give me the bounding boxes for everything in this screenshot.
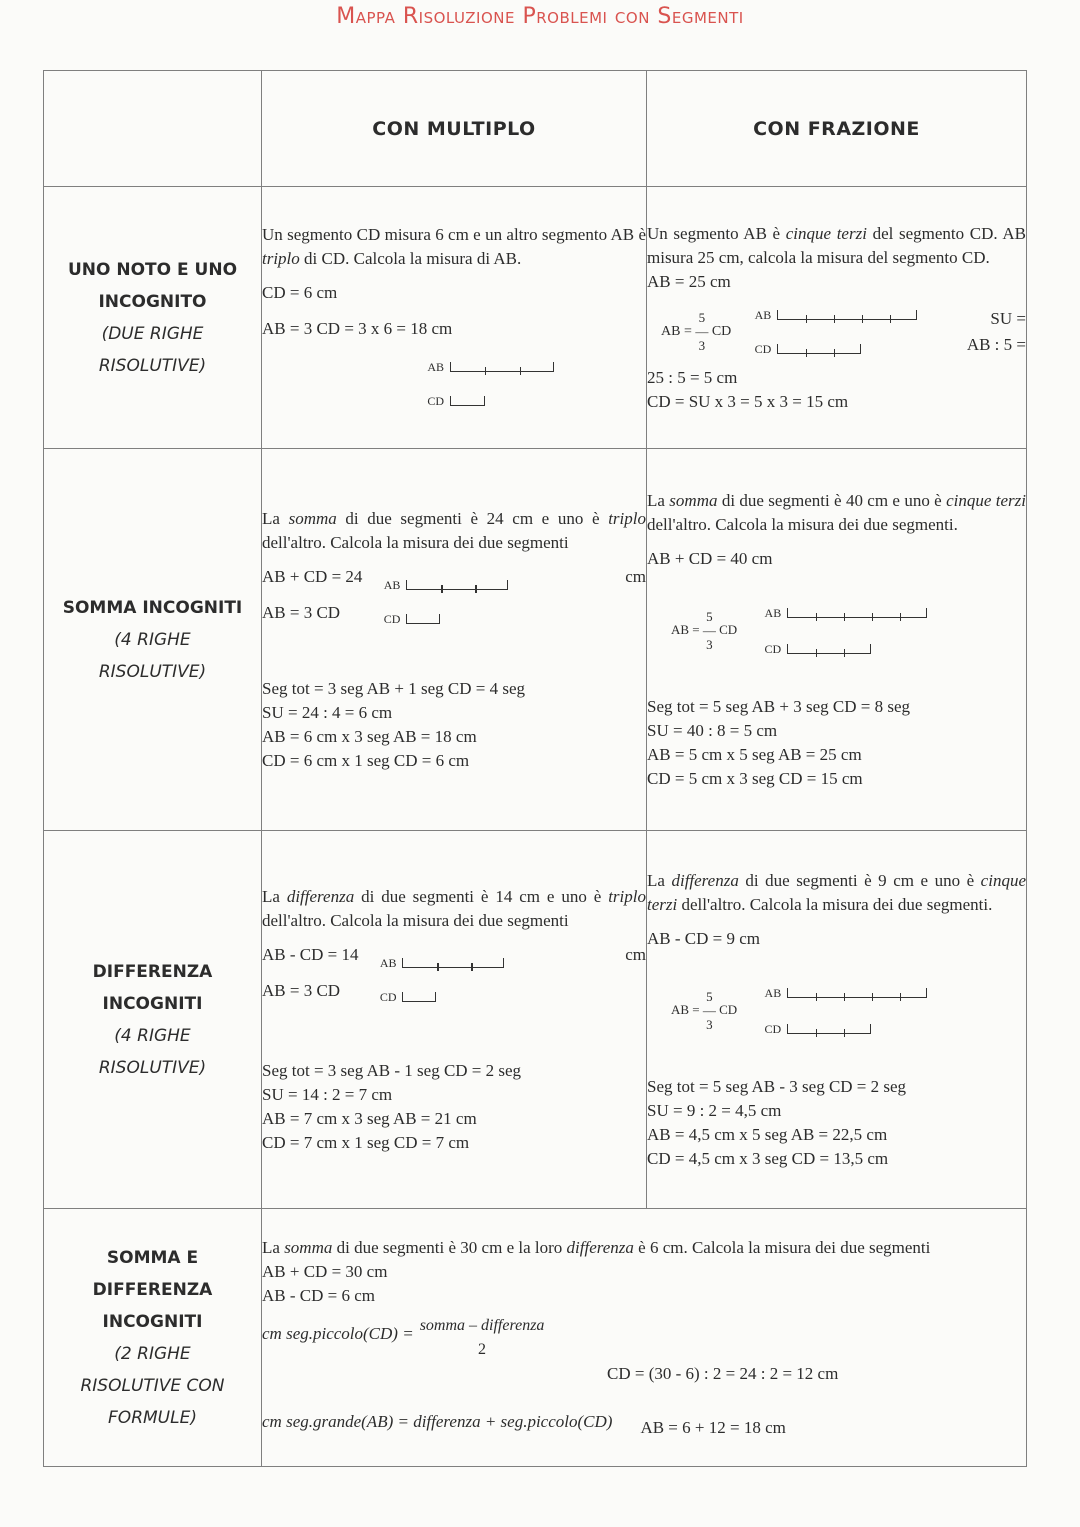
solution-map-table — [43, 70, 1027, 1467]
cell-r3-multiplo: La differenza di due segmenti è 14 cm e uno è triplo dell'altro. Calcola la misura dei due segmenti AB - CD = 14 AB = 3 CD AB CD cm Seg tot = 3 seg AB - 1 seg CD = 2 seg SU = 14 : 2 = 7 cm AB = 7 cm x 3 seg AB = 21 cm CD = 7 cm x 1 seg CD = 7 cm — [262, 831, 647, 1209]
equation-line: CD = 7 cm x 1 seg CD = 7 cm — [262, 1132, 470, 1152]
formula-large-segment: cm seg.grande(AB) = differenza + seg.piccolo(CD) — [262, 1411, 613, 1431]
header-con-multiplo: CON MULTIPLO — [262, 71, 647, 187]
equation-line: CD = 6 cm x 1 seg CD = 6 cm — [262, 750, 470, 770]
equation-line: AB = 4,5 cm x 5 seg AB = 22,5 cm — [647, 1124, 888, 1144]
equation-line: CD = (30 - 6) : 2 = 24 : 2 = 12 cm — [607, 1363, 839, 1383]
row-somma-differenza — [44, 1209, 1027, 1467]
equation-line: AB = 3 CD — [262, 602, 341, 622]
equation-line: AB = 6 + 12 = 18 cm — [640, 1417, 786, 1437]
cell-r1-frazione — [647, 187, 1027, 449]
equation-line: AB = 25 cm — [647, 271, 731, 291]
equation-line: SU = 40 : 8 = 5 cm — [647, 720, 778, 740]
row-differenza-incogniti — [44, 831, 1027, 1209]
equation-line: AB + CD = 30 cm — [262, 1261, 388, 1281]
equation-line: AB + CD = 24 — [262, 566, 363, 586]
cell-r1-multiplo — [262, 187, 647, 449]
equation-line: AB - CD = 6 cm — [262, 1285, 375, 1305]
cell-r4-formule — [262, 1209, 1027, 1467]
equation-line: CD = 5 cm x 3 seg CD = 15 cm — [647, 768, 863, 788]
equation-line: AB = 5 cm x 5 seg AB = 25 cm — [647, 744, 862, 764]
equation-line: Seg tot = 3 seg AB + 1 seg CD = 4 seg — [262, 678, 525, 698]
segment-diagram: AB CD — [759, 981, 927, 1041]
row-uno-noto — [44, 187, 1027, 449]
segment-diagram: AB CD — [759, 601, 927, 661]
row-label-somma-differenza: SOMMA E DIFFERENZA INCOGNITI (2 RIGHE RISOLUTIVE CON FORMULE) — [44, 1209, 262, 1467]
segment-diagram: AB CD — [378, 573, 508, 631]
header-row — [44, 71, 1027, 187]
segment-diagram: AB CD — [374, 951, 504, 1009]
equation-line: AB + CD = 40 cm — [647, 548, 773, 568]
cell-r3-frazione — [647, 831, 1027, 1209]
equation-line: CD = SU x 3 = 5 x 3 = 15 cm — [647, 391, 849, 411]
page-title: Mappa Risoluzione Problemi con Segmenti — [336, 4, 744, 29]
equation-line: Seg tot = 3 seg AB - 1 seg CD = 2 seg — [262, 1060, 522, 1080]
equation-line: Seg tot = 5 seg AB + 3 seg CD = 8 seg — [647, 696, 910, 716]
equation-line: CD = 4,5 cm x 3 seg CD = 13,5 cm — [647, 1148, 889, 1168]
empty-corner-cell — [44, 71, 262, 187]
fraction-diagram: AB = 5 — 3 CD AB CD — [647, 981, 1026, 1041]
cell-r2-frazione — [647, 449, 1027, 831]
segment-diagram: AB CD — [422, 355, 646, 413]
row-label-somma: SOMMA INCOGNITI (4 RIGHE RISOLUTIVE) — [44, 449, 262, 831]
problem-text: Un segmento AB è cinque terzi del segmento CD. AB misura 25 cm, calcola la misura del segmento CD. — [647, 223, 1026, 267]
equation-line: AB = 7 cm x 3 seg AB = 21 cm — [262, 1108, 477, 1128]
equation-line: CD = 6 cm — [262, 282, 338, 302]
equation-line: 25 : 5 = 5 cm — [647, 367, 738, 387]
problem-text: La differenza di due segmenti è 14 cm e uno è triplo dell'altro. Calcola la misura dei due segmenti — [262, 886, 646, 930]
header-con-frazione: CON FRAZIONE — [647, 71, 1027, 187]
equation-line: SU = 14 : 2 = 7 cm — [262, 1084, 393, 1104]
formula-small-segment: cm seg.piccolo(CD) = somma – differenza 2 — [262, 1316, 545, 1358]
equation-line: AB = 3 CD = 3 x 6 = 18 cm — [262, 318, 453, 338]
row-somma-incogniti — [44, 449, 1027, 831]
equation-line: SU = 9 : 2 = 4,5 cm — [647, 1100, 782, 1120]
problem-text: La somma di due segmenti è 40 cm e uno è cinque terzi dell'altro. Calcola la misura dei due segmenti. — [647, 490, 1026, 534]
equation-line: SU = 24 : 4 = 6 cm — [262, 702, 393, 722]
equation-line: AB - CD = 14 — [262, 944, 359, 964]
problem-text: La somma di due segmenti è 24 cm e uno è triplo dell'altro. Calcola la misura dei due segmenti — [262, 508, 646, 552]
problem-text: La somma di due segmenti è 30 cm e la loro differenza è 6 cm. Calcola la misura dei due segmenti — [262, 1237, 931, 1257]
equation-line: AB = 6 cm x 3 seg AB = 18 cm — [262, 726, 477, 746]
fraction-diagram: AB = 5 — 3 CD AB CD — [647, 601, 1026, 661]
problem-text: Un segmento CD misura 6 cm e un altro segmento AB è triplo di CD. Calcola la misura di AB. — [262, 224, 646, 268]
row-label-differenza: DIFFERENZA INCOGNITI (4 RIGHE RISOLUTIVE) — [44, 831, 262, 1209]
segment-diagram: AB CD — [749, 303, 917, 361]
equation-line: Seg tot = 5 seg AB - 3 seg CD = 2 seg — [647, 1076, 907, 1096]
cell-r2-multiplo: La somma di due segmenti è 24 cm e uno è triplo dell'altro. Calcola la misura dei due segmenti AB + CD = 24 AB = 3 CD AB CD cm Seg tot = 3 seg AB + 1 seg CD = 4 seg SU = 24 : 4 = 6 cm AB = 6 cm x 3 seg AB = 18 cm CD = 6 cm x 1 seg CD = 6 cm — [262, 449, 647, 831]
row-label-uno-noto: UNO NOTO E UNO INCOGNITO (DUE RIGHE RISOLUTIVE) — [44, 187, 262, 449]
problem-text: La differenza di due segmenti è 9 cm e uno è cinque terzi dell'altro. Calcola la misura dei due segmenti. — [647, 870, 1026, 914]
equation-line: AB = 3 CD — [262, 980, 341, 1000]
equation-line: AB - CD = 9 cm — [647, 928, 760, 948]
fraction-diagram: AB = 5 — 3 CD AB CD SU = AB : 5 = — [647, 302, 1026, 362]
